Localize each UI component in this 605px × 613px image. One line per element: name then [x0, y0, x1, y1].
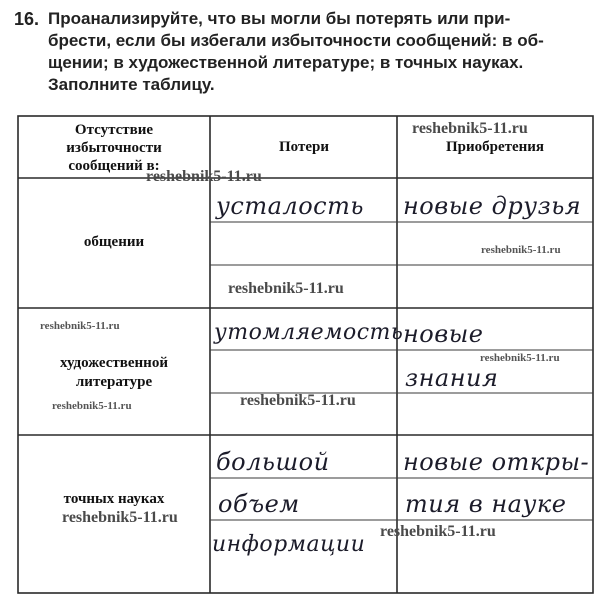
header-absence	[22, 121, 206, 175]
row-label-literature	[22, 354, 206, 392]
header-absence-line-2: избыточности	[66, 140, 162, 156]
row-label-literature-line-1: художественной	[60, 355, 168, 371]
answer-sciences-losses-line-3: информации	[212, 532, 366, 557]
watermark: reshebnik5-11.ru	[228, 280, 344, 297]
task-number: 16.	[14, 9, 40, 29]
watermark: reshebnik5-11.ru	[52, 400, 132, 412]
watermark: reshebnik5-11.ru	[412, 120, 528, 137]
header-absence-line-1: Отсутствие	[74, 122, 154, 138]
row-label-communication	[22, 233, 206, 252]
watermark: reshebnik5-11.ru	[40, 320, 120, 332]
watermark: reshebnik5-11.ru	[146, 168, 262, 185]
answer-sciences-gains-line-2: тия в науке	[405, 490, 567, 518]
answer-sciences-gains-line-1: новые откры-	[403, 448, 590, 476]
task-line-3: щении; в художественной литературе; в точных науках.	[48, 53, 524, 72]
task-line-1: Проанализируйте, что вы могли бы потерять или при-	[48, 9, 511, 28]
answer-communication-gains: новые друзья	[403, 192, 582, 220]
watermark: reshebnik5-11.ru	[62, 509, 178, 526]
watermark: reshebnik5-11.ru	[481, 244, 561, 256]
row-label-sciences-text: точных науках	[63, 491, 165, 507]
answer-sciences-losses-line-1: большой	[216, 448, 330, 476]
task-line-4: Заполните таблицу.	[48, 75, 215, 94]
answer-literature-gains-line-1: новые	[403, 320, 484, 348]
row-label-sciences	[22, 490, 206, 509]
watermark: reshebnik5-11.ru	[380, 523, 496, 540]
answer-literature-losses: утомляемость	[214, 320, 404, 345]
header-losses: Потери	[279, 139, 329, 155]
answer-communication-losses: усталость	[216, 192, 364, 220]
watermark: reshebnik5-11.ru	[480, 352, 560, 364]
row-label-literature-line-2: литературе	[75, 374, 153, 390]
header-absence-line-3: сообщений в:	[68, 158, 160, 174]
answer-sciences-losses-line-2: объем	[218, 490, 300, 518]
header-gains: Приобретения	[445, 139, 545, 155]
task-line-2: брести, если бы избегали избыточности сообщений: в об-	[48, 31, 544, 50]
row-label-communication-text: общении	[83, 234, 145, 250]
answer-literature-gains-line-2: знания	[405, 364, 499, 392]
watermark: reshebnik5-11.ru	[240, 392, 356, 409]
